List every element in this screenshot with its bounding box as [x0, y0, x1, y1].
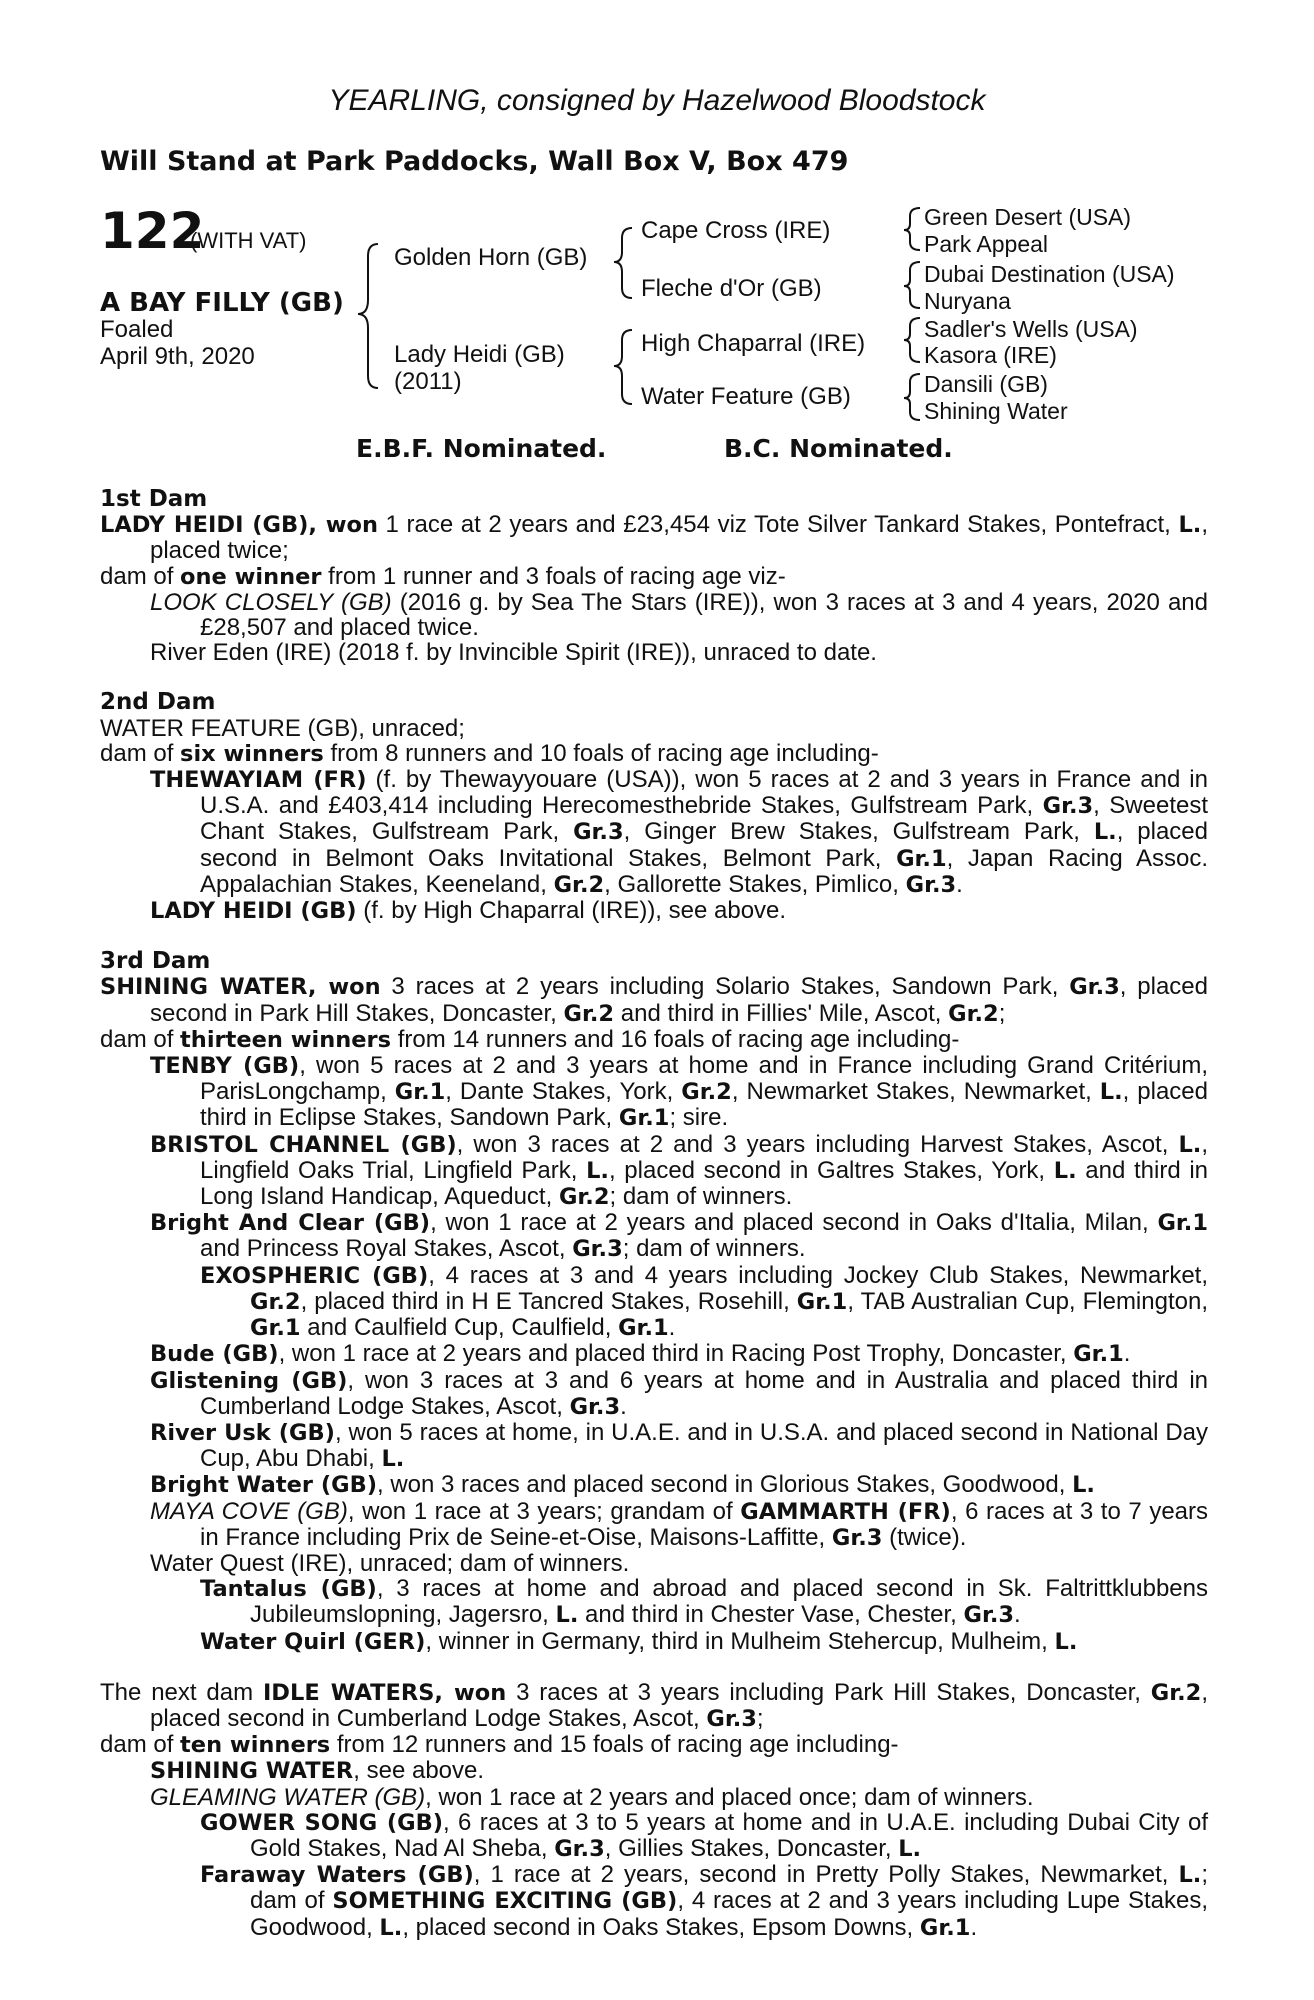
- horse-name: A BAY FILLY (GB): [100, 288, 344, 318]
- bold-text: Tantalus (GB): [200, 1576, 377, 1603]
- brace-dam: [614, 330, 632, 404]
- bold-text: L.: [1178, 1862, 1202, 1889]
- record-text: , won 5 races at 2 and 3 years at home and in France including Grand Critérium, ParisLongchamp,: [200, 1052, 1208, 1106]
- record-text: ; sire.: [669, 1104, 729, 1132]
- bold-text: L.: [555, 1602, 579, 1629]
- record-text: , Gallorette Stakes, Pimlico,: [604, 870, 906, 898]
- record-paragraph: [100, 898, 1208, 924]
- sire-dam-dam: Nuryana: [924, 288, 1011, 314]
- record-text: , placed second in Cumberland Lodge Stakes, Ascot,: [150, 1678, 1209, 1732]
- brace-ds: [904, 318, 920, 362]
- bold-text: Gr.1: [394, 1079, 446, 1106]
- bold-text: Gr.2: [250, 1288, 301, 1315]
- record-text: , 4 races at 2 and 3 years including Lupe Stakes, Goodwood,: [250, 1887, 1208, 1941]
- bold-text: L.: [1099, 1079, 1123, 1106]
- record-paragraph: [100, 512, 1208, 563]
- record-text: Water Quest (IRE), unraced; dam of winners.: [150, 1549, 630, 1577]
- bold-text: L.: [381, 1446, 405, 1473]
- bold-text: Gr.3: [1042, 793, 1094, 820]
- italic-text: MAYA COVE (GB): [150, 1497, 348, 1525]
- record-paragraph: [100, 974, 1208, 1026]
- bold-text: L.: [1053, 1157, 1077, 1184]
- record-text: , placed second in Oaks Stakes, Epsom Downs,: [402, 1913, 920, 1941]
- bold-text: EXOSPHERIC (GB): [200, 1262, 429, 1289]
- bold-text: Gr.1: [618, 1105, 670, 1132]
- record-text: (f. by High Chaparral (IRE)), see above.: [356, 897, 787, 925]
- bold-text: six winners: [180, 740, 324, 767]
- bold-text: Gr.3: [573, 819, 624, 846]
- bold-text: Gr.3: [554, 1835, 605, 1862]
- bold-text: one winner: [180, 563, 322, 590]
- record-text: .: [620, 1392, 627, 1420]
- record-text: , TAB Australian Cup, Flemington,: [847, 1287, 1208, 1315]
- brace-sire: [614, 228, 632, 298]
- bold-text: ten winners: [180, 1732, 331, 1759]
- bold-text: Gr.1: [250, 1315, 301, 1342]
- record-text: , placed twice;: [150, 511, 1208, 565]
- dam-year: (2011): [394, 368, 462, 395]
- record-text: 3 races at 2 years including Solario Stakes, Sandown Park,: [380, 973, 1070, 1001]
- bold-text: Gr.2: [558, 1184, 610, 1211]
- record-text: from 12 runners and 15 foals of racing age including-: [330, 1731, 899, 1759]
- bold-text: L.: [379, 1914, 403, 1941]
- record-paragraph: [100, 1053, 1208, 1132]
- bold-text: Bright And Clear (GB): [150, 1210, 431, 1237]
- record-paragraph: [100, 1368, 1208, 1420]
- bold-text: Bright Water (GB): [150, 1472, 377, 1499]
- bold-text: Gr.1: [896, 845, 947, 872]
- dam-section: [100, 487, 1208, 665]
- record-text: , placed second in Park Hill Stakes, Doncaster,: [150, 973, 1208, 1027]
- record-paragraph: [100, 1210, 1208, 1262]
- bold-text: Gr.3: [963, 1602, 1015, 1629]
- record-paragraph: [100, 1785, 1208, 1810]
- dam-section: [100, 690, 1208, 924]
- record-text: , placed third in H E Tancred Stakes, Rosehill,: [300, 1287, 797, 1315]
- record-paragraph: [100, 1732, 1208, 1758]
- bc-nominated: B.C. Nominated.: [724, 434, 953, 463]
- record-text: , winner in Germany, third in Mulheim Stehercup, Mulheim,: [425, 1627, 1055, 1655]
- bold-text: L.: [1093, 819, 1117, 846]
- record-paragraph: [100, 1810, 1208, 1862]
- record-paragraph: [100, 1341, 1208, 1367]
- bold-text: Gr.2: [563, 1000, 615, 1027]
- record-text: (twice).: [882, 1523, 967, 1551]
- dam-sire: High Chaparral (IRE): [641, 330, 866, 357]
- bold-text: Gr.3: [831, 1524, 883, 1551]
- record-paragraph: [100, 1862, 1208, 1941]
- bold-text: Gr.3: [706, 1705, 757, 1732]
- record-text: ; dam of winners.: [622, 1235, 806, 1263]
- record-paragraph: [100, 564, 1208, 590]
- bold-text: Gr.2: [553, 871, 605, 898]
- record-text: .: [1123, 1340, 1131, 1368]
- record-text: .: [668, 1314, 676, 1342]
- record-paragraph: [100, 590, 1208, 640]
- record-text: , won 1 race at 2 years and placed second in Oaks d'Italia, Milan,: [430, 1209, 1158, 1237]
- italic-text: GLEAMING WATER (GB): [150, 1783, 426, 1811]
- bold-text: SHINING WATER: [150, 1758, 354, 1785]
- record-text: dam of: [100, 739, 181, 767]
- bold-text: THEWAYIAM (FR): [150, 767, 367, 794]
- record-text: , placed second in Galtres Stakes, York,: [608, 1156, 1054, 1184]
- record-text: , 6 races at 3 to 7 years in France including Prix de Seine-et-Oise, Maisons-Laffitte,: [200, 1497, 1209, 1551]
- bold-text: Gr.3: [572, 1236, 623, 1263]
- record-text: ;: [998, 999, 1006, 1027]
- bold-text: Water Quirl (GER): [200, 1628, 426, 1655]
- dam-sire-dam: Kasora (IRE): [924, 342, 1057, 368]
- record-text: , won 3 races at 3 and 6 years at home and in Australia and placed third in Cumberland Lodge Stakes, Ascot,: [200, 1366, 1208, 1420]
- sire-dam-sire: Dubai Destination (USA): [924, 261, 1175, 287]
- record-text: , Ginger Brew Stakes, Gulfstream Park,: [623, 818, 1094, 846]
- italic-text: LOOK CLOSELY (GB): [150, 588, 392, 616]
- bold-text: Gr.3: [905, 871, 957, 898]
- section-gap: [100, 924, 1208, 949]
- record-paragraph: [100, 1629, 1208, 1655]
- bold-text: SOMETHING EXCITING (GB): [332, 1888, 678, 1915]
- bold-text: L.: [1054, 1628, 1078, 1655]
- foaled-label: Foaled: [100, 316, 174, 343]
- record-paragraph: [100, 640, 1208, 665]
- bold-text: Gr.1: [618, 1315, 669, 1342]
- bold-text: Gr.1: [919, 1914, 971, 1941]
- bold-text: River Usk (GB): [150, 1419, 335, 1446]
- record-text: , placed second in Belmont Oaks Invitational Stakes, Belmont Park,: [200, 818, 1209, 872]
- record-text: , 1 race at 2 years, second in Pretty Polly Stakes, Newmarket,: [473, 1861, 1179, 1889]
- bold-text: Gr.3: [1069, 974, 1120, 1001]
- record-text: , won 5 races at home, in U.A.E. and in U.S.A. and placed second in National Day Cup, Abu Dhabi,: [200, 1418, 1209, 1473]
- bold-text: L.: [1072, 1472, 1095, 1499]
- record-text: , 3 races at home and abroad and placed second in Sk. Faltrittklubbens Jubileumslopning, Jagersro,: [250, 1575, 1208, 1629]
- record-text: River Eden (IRE) (2018 f. by Invincible Spirit (IRE)), unraced to date.: [150, 639, 877, 667]
- record-paragraph: [100, 1758, 1208, 1784]
- record-text: , won 1 race at 2 years and placed once; dam of winners.: [425, 1783, 1034, 1811]
- bold-text: L.: [1178, 512, 1202, 539]
- sire-dam: Fleche d'Or (GB): [641, 275, 822, 302]
- brace-dd: [904, 374, 920, 420]
- sire-sire-dam: Park Appeal: [924, 231, 1049, 257]
- bold-text: Gr.1: [1073, 1341, 1124, 1368]
- record-paragraph: [100, 1263, 1208, 1342]
- bold-text: L.: [1178, 1131, 1202, 1158]
- bold-text: LADY HEIDI (GB), won: [100, 512, 378, 539]
- record-paragraph: [100, 1132, 1208, 1211]
- record-text: .: [970, 1913, 978, 1941]
- bold-text: L.: [586, 1157, 609, 1184]
- record-paragraph: [100, 1576, 1208, 1628]
- record-text: .: [956, 870, 963, 898]
- bold-text: L.: [898, 1835, 922, 1862]
- record-text: and Caulfield Cup, Caulfield,: [300, 1314, 619, 1342]
- dam-heading: 2nd Dam: [100, 689, 216, 716]
- ebf-nominated: E.B.F. Nominated.: [356, 434, 607, 463]
- record-text: , Japan Racing Assoc. Appalachian Stakes, Keeneland,: [200, 844, 1208, 898]
- record-text: , placed third in Eclipse Stakes, Sandown Park,: [200, 1078, 1208, 1132]
- bold-text: TENBY (GB): [150, 1053, 300, 1080]
- record-text: ;: [756, 1704, 764, 1732]
- record-text: , won 1 race at 2 years and placed third in Racing Post Trophy, Doncaster,: [278, 1340, 1074, 1368]
- bold-text: Gr.2: [948, 1000, 999, 1027]
- record-text: ; dam of winners.: [609, 1183, 793, 1211]
- record-text: , Lingfield Oaks Trial, Lingfield Park,: [200, 1130, 1209, 1184]
- record-text: , 6 races at 3 to 5 years at home and in U.A.E. including Dubai City of Gold Stakes, Nad Al Sheba,: [250, 1808, 1208, 1862]
- record-paragraph: [100, 1680, 1208, 1732]
- record-text: dam of: [100, 1025, 181, 1053]
- dam-dam-dam: Shining Water: [924, 398, 1068, 424]
- record-text: 1 race at 2 years and £23,454 viz Tote Silver Tankard Stakes, Pontefract,: [377, 511, 1179, 539]
- record-paragraph: [100, 1499, 1208, 1551]
- record-text: , Dante Stakes, York,: [445, 1078, 682, 1106]
- dam-heading: 3rd Dam: [100, 948, 211, 975]
- dam-sire-sire: Sadler's Wells (USA): [924, 316, 1138, 342]
- dam-name: Lady Heidi (GB): [394, 341, 565, 368]
- dam-dam: Water Feature (GB): [641, 383, 851, 410]
- record-text: , won 3 races and placed second in Glorious Stakes, Goodwood,: [377, 1471, 1073, 1499]
- bold-text: GAMMARTH (FR): [740, 1498, 951, 1525]
- bold-text: IDLE WATERS, won: [262, 1679, 507, 1706]
- section-gap: [100, 1655, 1208, 1680]
- record-text: from 1 runner and 3 foals of racing age viz-: [321, 562, 786, 590]
- bold-text: BRISTOL CHANNEL (GB): [150, 1131, 457, 1158]
- record-text: , Gillies Stakes, Doncaster,: [604, 1834, 899, 1862]
- bold-text: Glistening (GB): [150, 1367, 348, 1394]
- bold-text: SHINING WATER, won: [100, 974, 381, 1001]
- lot-number: 122: [100, 202, 205, 260]
- record-text: (f. by Thewayyouare (USA)), won 5 races at 2 and 3 years in France and in U.S.A. and £403,414 including Herecomesthebride Stakes, Gulfstream Park,: [200, 766, 1208, 820]
- record-text: and third in Fillies' Mile, Ascot,: [614, 999, 949, 1027]
- record-text: , Newmarket Stakes, Newmarket,: [731, 1078, 1100, 1106]
- section-gap: [100, 665, 1208, 690]
- vat-note: (WITH VAT): [190, 228, 307, 253]
- record-paragraph: [100, 741, 1208, 767]
- dam-dam-sire: Dansili (GB): [924, 371, 1048, 397]
- record-text: 3 races at 3 years including Park Hill Stakes, Doncaster,: [506, 1678, 1151, 1706]
- record-text: and third in Chester Vase, Chester,: [578, 1601, 964, 1629]
- record-paragraph: [100, 716, 1208, 741]
- foaled-date: April 9th, 2020: [100, 343, 255, 370]
- record-paragraph: [100, 1027, 1208, 1053]
- record-text: WATER FEATURE (GB), unraced;: [100, 714, 465, 742]
- dam-section: [100, 1680, 1208, 1941]
- bold-text: Bude (GB): [150, 1341, 279, 1368]
- record-text: from 8 runners and 10 foals of racing age including-: [323, 739, 879, 767]
- bold-text: thirteen winners: [180, 1026, 392, 1053]
- stand-location: Will Stand at Park Paddocks, Wall Box V, Box 479: [100, 146, 849, 177]
- record-text: (2016 g. by Sea The Stars (IRE)), won 3 races at 3 and 4 years, 2020 and £28,507 and placed twice.: [200, 588, 1208, 642]
- family-records: [100, 487, 1208, 1941]
- sire-name: Golden Horn (GB): [394, 244, 588, 271]
- bold-text: Faraway Waters (GB): [200, 1862, 474, 1889]
- record-paragraph: [100, 767, 1208, 898]
- bold-text: GOWER SONG (GB): [200, 1809, 443, 1836]
- record-text: , won 3 races at 2 and 3 years including Harvest Stakes, Ascot,: [456, 1130, 1179, 1158]
- dam-section: [100, 949, 1208, 1654]
- brace-ss: [904, 208, 920, 250]
- brace-sd: [904, 262, 920, 308]
- bold-text: Gr.1: [796, 1288, 848, 1315]
- sire-sire: Cape Cross (IRE): [641, 217, 831, 244]
- record-text: , 4 races at 3 and 4 years including Jockey Club Stakes, Newmarket,: [428, 1261, 1208, 1289]
- bold-text: Gr.1: [1157, 1210, 1209, 1237]
- dam-heading: 1st Dam: [100, 486, 208, 512]
- record-text: .: [1014, 1601, 1021, 1629]
- bold-text: Gr.2: [1150, 1679, 1202, 1706]
- record-text: ; dam of: [250, 1861, 1208, 1915]
- record-text: dam of: [100, 562, 181, 590]
- record-text: and third in Long Island Handicap, Aqueduct,: [200, 1156, 1208, 1211]
- brace-sire-dam: [358, 244, 378, 388]
- record-text: The next dam: [100, 1678, 263, 1706]
- bold-text: Gr.3: [569, 1393, 621, 1420]
- record-paragraph: [100, 1472, 1208, 1498]
- record-paragraph: [100, 1551, 1208, 1576]
- record-text: from 14 runners and 16 foals of racing age including-: [391, 1025, 960, 1053]
- record-text: , see above.: [353, 1757, 485, 1785]
- record-text: , won 1 race at 3 years; grandam of: [347, 1497, 741, 1525]
- record-paragraph: [100, 1420, 1208, 1472]
- sire-sire-sire: Green Desert (USA): [924, 204, 1132, 230]
- record-text: dam of: [100, 1731, 181, 1759]
- bold-text: LADY HEIDI (GB): [150, 898, 357, 925]
- record-text: , Sweetest Chant Stakes, Gulfstream Park,: [200, 792, 1208, 846]
- bold-text: Gr.2: [681, 1079, 732, 1106]
- page-title: YEARLING, consigned by Hazelwood Bloodstock: [328, 84, 986, 117]
- record-text: and Princess Royal Stakes, Ascot,: [200, 1235, 573, 1263]
